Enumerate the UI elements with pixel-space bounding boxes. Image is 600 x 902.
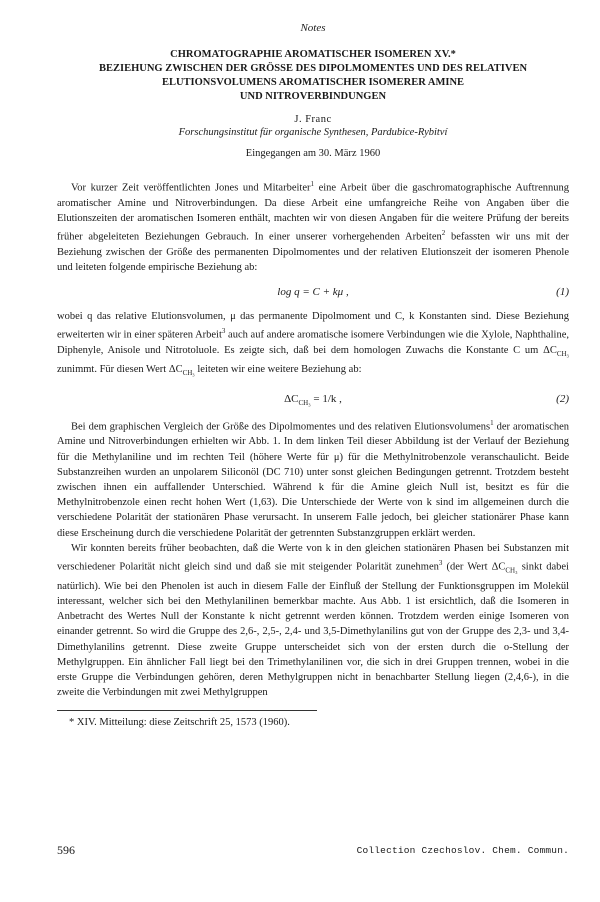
title-line-2: BEZIEHUNG ZWISCHEN DER GRÖSSE DES DIPOLMOMENTES UND DES RELATIVEN [98,63,528,74]
author: J. Franc [294,114,332,125]
p2-subscript-2: CH₃ [182,369,195,378]
p4-text-b: (der Wert ΔC [442,561,506,573]
page-number: 596 [57,843,75,857]
p4-text-c: sinkt dabei natürlich). Wie bei den Phenolen ist auch in diesem Falle der Einfluß der Stellung der Funktionsgruppen im Molekül interessant, welcher sich bei den Methylanilinen bemerkbar machte. Aus Abb. 1 ist ersichtlich, daß die Isomeren in Anbetracht des Wertes Null der Konstante k nicht getrennt werden können. Trotzdem werden einige Isomeren von einander getrennt. So wird die Gruppe des 2,6-, 2,5-, 2,4- und 3,5-Dimethylanilins gut von der Gruppe des 2,3- und 3,4-Dimethylanilins getrennt. Diese zweite Gruppe unterscheidet sich von der ersten durch die o-Stellung der Methylgruppen. Ein ähnlicher Fall liegt bei den Trimethylanilinen vor, die sich in drei Gruppen trennen, wobei in die erste Gruppe die Verbindungen gehören, deren Methylgruppen nicht in benachbarter Stellung liegen (2,4,6-), in die zweite die Verbindungen mit zwei Methylgruppen [57,561,569,699]
reference-3: 3 [221,327,226,336]
equation-1 [57,275,569,309]
p2-text-a: wobei q das relative Elutionsvolumen, μ das permanente Dipolmoment und C, k Konstanten sind. Diese Beziehung erweiterten wir in einer späteren Arbeit [57,311,569,341]
paragraph-2 [57,309,569,382]
reference-3b: 3 [438,559,443,568]
reference-1b: 1 [490,418,494,427]
paragraph-4 [57,541,569,701]
reference-1: 1 [310,180,314,188]
article-title [57,48,569,104]
title-line-4: UND NITROVERBINDUNGEN [239,91,387,102]
journal-name: Collection Czechoslov. Chem. Commun. [356,845,569,856]
p4-subscript: CH₃ [505,566,518,575]
p2-text-d: leiteten wir eine weitere Beziehung ab: [194,364,362,376]
p2-subscript-1: CH₃ [556,350,569,359]
p2-text-c: zunimmt. Für diesen Wert ΔC [57,364,183,376]
p4-text-a: Wir konnten bereits früher beobachten, daß die Werte von k in den gleichen stationären Phasen bei Substanzen mit verschiedener Polarität nicht gleich sind und daß sie mit steigender Polarität zunehmen [57,542,569,573]
title-line-3: ELUTIONSVOLUMENS AROMATISCHER ISOMERER AMINE [161,77,465,88]
equation-1-number: (1) [556,286,569,299]
p1-text-a: Vor kurzer Zeit veröffentlichten Jones und Mitarbeiter [71,182,311,194]
equation-1-expression: log q = C + kμ , [277,286,349,299]
received-date: Eingegangen am 30. März 1960 [245,148,381,159]
footnote: * XIV. Mitteilung: diese Zeitschrift 25, 1573 (1960). [69,717,290,729]
equation-2-expression [57,382,569,420]
equation-2-lhs: ΔC [284,392,299,405]
page [57,22,569,728]
p1-text-b: eine Arbeit über die gaschromatographische Auftrennung aromatischer Amine und Nitroverbindungen. Da diese Arbeit eine umfangreiche Reihe von Angaben über die Elutionszeiten der aromatischen Isomeren enthält, machten wir von diesen Angaben für die weitere Prüfung der bereits früher abgeleiteten Beziehungen Gebrauch. In einer unserer vorhergehenden Arbeiten [57,182,570,243]
equation-2-number: (2) [556,392,569,405]
p3-text-b: der aromatischen Amine und Nitroverbindungen erhielten wir Abb. 1. In dem linken Teil dieser Abbildung ist der Verlauf der Beziehung für die Methylaniline und im rechten Teil (höhere Werte für μ) für die Methylnitrobenzole veranschaulicht. Beide Substanzreihen wurden an unpolarem Siliconöl (DC 710) unter sonst gleichen Bedingungen getrennt. Trotzdem besteht zwischen ihnen ein auffallender Unterschied. Während k für die Amine gleich Null ist, besitzt es für die Methylnitrobenzole einen recht hohen Wert (1,63). Die Unterschiede der Werte von k sind im allgemeinen durch die verschiedene Polarität der stationären Phase verursacht. In unserem Falle jedoch, bei gleicher stationärer Phase kann diese Erscheinung durch die verschiedene Polarität der getrennten Substanzgruppen erklärt werden. [57,421,569,539]
paragraph-1 [57,177,569,275]
equation-2 [57,382,569,416]
p2-text-b: auch auf andere aromatische isomere Verbindungen wie die Xylole, Naphthaline, Diphenyle, Anisole und Nitrotoluole. Es zeigte sich, daß bei dem homologen Zuwachs die Konstante C um ΔC [57,329,569,357]
article-body [57,177,569,700]
running-head: Notes [300,22,326,34]
p3-text-a: Bei dem graphischen Vergleich der Größe des Dipolmomentes und des relativen Elutionsvolumens [71,421,491,433]
reference-2: 2 [441,229,446,238]
equation-2-subscript: CH₃ [298,398,311,407]
affiliation: Forschungsinstitut für organische Synthesen, Pardubice-Rybitví [178,127,448,138]
paragraph-3 [57,416,569,541]
p1-text-c: befassten wir uns mit der Beziehung zwischen der Größe des permanenten Dipolmomentes und der relativen Elutionszeit der isomeren Phenole und leiteten folgende empirische Beziehung ab: [57,231,569,274]
footnote-divider [57,710,317,711]
equation-2-rhs: = 1/k , [310,392,342,405]
title-line-1: CHROMATOGRAPHIE AROMATISCHER ISOMEREN XV.* [170,49,456,60]
